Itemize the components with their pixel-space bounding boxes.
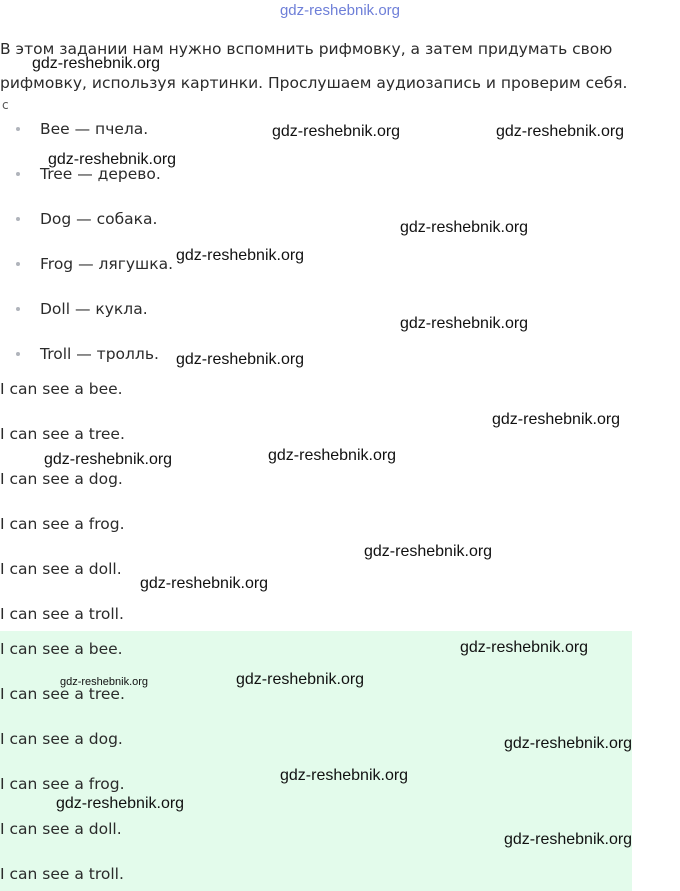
bullet-icon (16, 307, 20, 311)
watermark: gdz-reshebnik.org (504, 831, 633, 848)
watermark: gdz-reshebnik.org (48, 151, 177, 168)
watermark: gdz-reshebnik.org (176, 247, 305, 264)
watermark: gdz-reshebnik.org (272, 123, 401, 140)
watermark: gdz-reshebnik.org (496, 123, 625, 140)
watermark: gdz-reshebnik.org (400, 315, 529, 332)
watermark: gdz-reshebnik.org (280, 767, 409, 784)
watermark: gdz-reshebnik.org (140, 575, 269, 592)
rhyme-line: I can see a frog. (0, 515, 125, 533)
stray-mark: с (2, 98, 9, 112)
site-header-link[interactable]: gdz-reshebnik.org (279, 2, 401, 19)
task-intro: В этом задании нам нужно вспомнить рифмовку, а затем придумать свою рифмовку, используя картинки. Прослушаем аудиозапись и проверим себя. (0, 40, 628, 92)
watermark: gdz-reshebnik.org (56, 795, 185, 812)
rhyme-line: I can see a bee. (0, 380, 123, 398)
answer-line: I can see a troll. (0, 865, 124, 883)
watermark: gdz-reshebnik.org (268, 447, 397, 464)
bullet-icon (16, 217, 20, 221)
watermark: gdz-reshebnik.org (236, 671, 365, 688)
rhyme-line: I can see a tree. (0, 425, 125, 443)
answer-line: I can see a doll. (0, 820, 122, 838)
answer-line: I can see a dog. (0, 730, 123, 748)
answer-block (0, 631, 632, 891)
watermark: gdz-reshebnik.org (176, 351, 305, 368)
rhyme-line: I can see a dog. (0, 470, 123, 488)
bullet-icon (16, 172, 20, 176)
watermark: gdz-reshebnik.org (492, 411, 621, 428)
watermark: gdz-reshebnik.org (60, 676, 149, 688)
watermark: gdz-reshebnik.org (44, 451, 173, 468)
answer-line: I can see a frog. (0, 775, 125, 793)
rhyme-line: I can see a troll. (0, 605, 124, 623)
bullet-icon (16, 352, 20, 356)
answer-line: I can see a bee. (0, 640, 123, 658)
answer-line: I can see a tree. (0, 685, 125, 703)
watermark: gdz-reshebnik.org (504, 735, 633, 752)
watermark: gdz-reshebnik.org (460, 639, 589, 656)
bullet-icon (16, 262, 20, 266)
bullet-icon (16, 127, 20, 131)
watermark: gdz-reshebnik.org (364, 543, 493, 560)
rhyme-line: I can see a doll. (0, 560, 122, 578)
watermark: gdz-reshebnik.org (32, 55, 161, 72)
watermark: gdz-reshebnik.org (400, 219, 529, 236)
